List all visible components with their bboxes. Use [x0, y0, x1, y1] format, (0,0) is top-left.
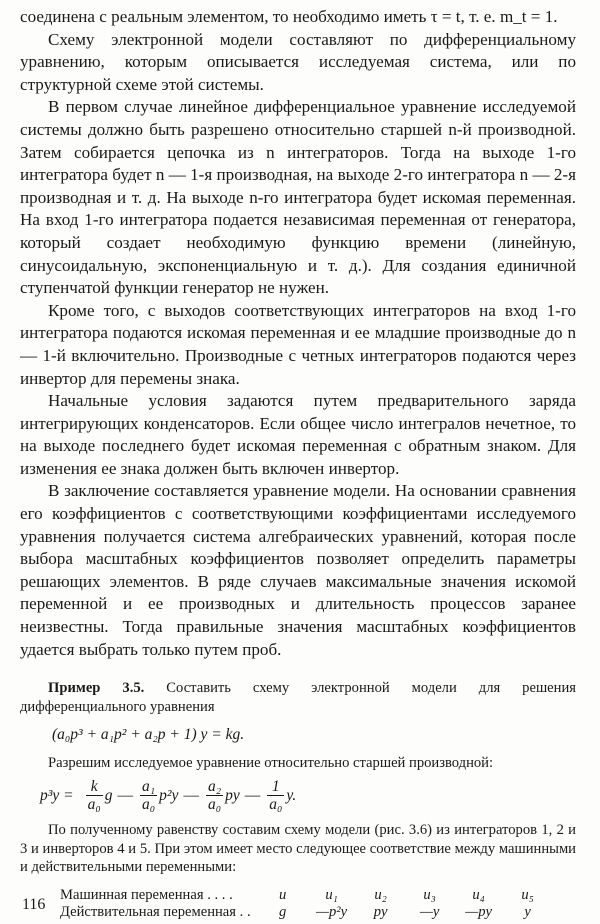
table-cell: y [524, 903, 531, 920]
table-cell: u₁ [325, 886, 338, 903]
equation-2 [40, 778, 576, 813]
example-label: Пример 3.5. [48, 680, 145, 697]
denominator: a₀ [142, 796, 156, 814]
table-cell: py [373, 903, 388, 920]
paragraph: В заключение составляется уравнение модели. На основании сравнения его коэффициентов с соответствующими коэффициентами исследуемого уравнения получается система алгебраических уравнений, которая после выбора масштабных коэффициентов позволяет определить параметры решающих элементов. В ряде случаев максимальные значения искомой переменной и ее производных и длительность процессов заранее неизвестны. Тогда правильные значения масштабных коэффициентов удается выбрать только путем проб. [20, 481, 576, 659]
main-text [20, 6, 576, 661]
table-cell: u₃ [423, 886, 436, 903]
term-sign: — [183, 786, 199, 804]
term-factor: py [225, 786, 240, 804]
term-factor: p²y [159, 786, 179, 804]
equation-1: (a₀p³ + a₁p² + a₂p + 1) y = kg. [52, 726, 245, 744]
term-sign: — [117, 786, 134, 804]
term-sign: — [244, 786, 261, 804]
term-factor: g [104, 786, 113, 804]
denominator: a₀ [207, 796, 222, 814]
fraction [86, 778, 103, 813]
numerator: 1 [267, 778, 284, 796]
table-cell: —y [419, 903, 440, 920]
table-cell: u₅ [521, 886, 534, 903]
solve-text: Разрешим исследуемое уравнение относительно старшей производной: [48, 755, 494, 772]
fraction [206, 778, 223, 813]
after-text: По полученному равенству составим схему модели (рис. 3.6) из интеграторов 1, 2 и 3 и инверторов 4 и 5. При этом имеет место следующее соответствие между машинными и действительными переменными: [20, 822, 576, 876]
numerator: k [86, 778, 103, 796]
denominator: a₀ [87, 796, 101, 814]
page-body [20, 6, 576, 921]
row-label: Машинная переменная . . . . [60, 886, 233, 903]
paragraph: Схему электронной модели составляют по дифференциальному уравнению, которым описывается исследуемая система, или по структурной схеме этой системы. [20, 29, 576, 94]
table-row [60, 904, 557, 921]
variables-table [60, 887, 557, 921]
row-label: Действительная переменная . . [60, 903, 251, 920]
numerator: a₁ [142, 778, 156, 796]
paragraph: Кроме того, с выходов соответствующих интеграторов на вход 1-го интегратора подаются искомая переменная и ее младшие производные до n — 1-й включительно. Производные с четных интеграторов подаются через инвертор для перемены знака. [20, 300, 576, 388]
example-text: Составить схему электронной модели для решения дифференциального уравнения [20, 680, 576, 715]
page-number: 116 [22, 896, 46, 913]
fraction [140, 778, 157, 813]
paragraph: В первом случае линейное дифференциальное уравнение исследуемой системы должно быть разрешено относительно старшей n-й производной. Затем собирается цепочка из n интеграторов. Тогда на выходе 1-го интегратора будет n — 1-я производная, на выходе 2-го интегратора n — 2-я производная и т. д. На выходе n-го интегратора будет искомая переменная. На вход 1-го интегратора подается независимая переменная от генератора, который создает необходимую функцию времени (линейную, синусоидальную, экспоненциальную и т. д.). Для создания единичной ступенчатой функции генератор не нужен. [20, 97, 576, 298]
table-row [60, 887, 557, 904]
fraction [267, 778, 284, 813]
example-block [20, 679, 576, 920]
table-cell: u₄ [472, 886, 485, 903]
denominator: a₀ [269, 796, 283, 814]
term-factor: y. [286, 786, 297, 804]
table-cell: u [278, 886, 287, 903]
paragraph: соединена с реальным элементом, то необходимо иметь τ = t, т. е. m_t = 1. [20, 7, 558, 26]
table-cell: —py [465, 903, 492, 920]
example-intro [20, 679, 576, 716]
table-cell: u₂ [374, 886, 387, 903]
table-cell: g [278, 903, 287, 920]
paragraph: Начальные условия задаются путем предварительного заряда интегрирующих конденсаторов. Если общее число интегралов нечетное, то на выходе последнего будет искомая переменная с обратным знаком. Для изменения ее знака должен быть включен инвертор. [20, 391, 576, 478]
table-cell: —p²y [316, 903, 348, 920]
equation-2-lhs: p³y = [40, 786, 74, 804]
numerator: a₂ [207, 778, 222, 796]
